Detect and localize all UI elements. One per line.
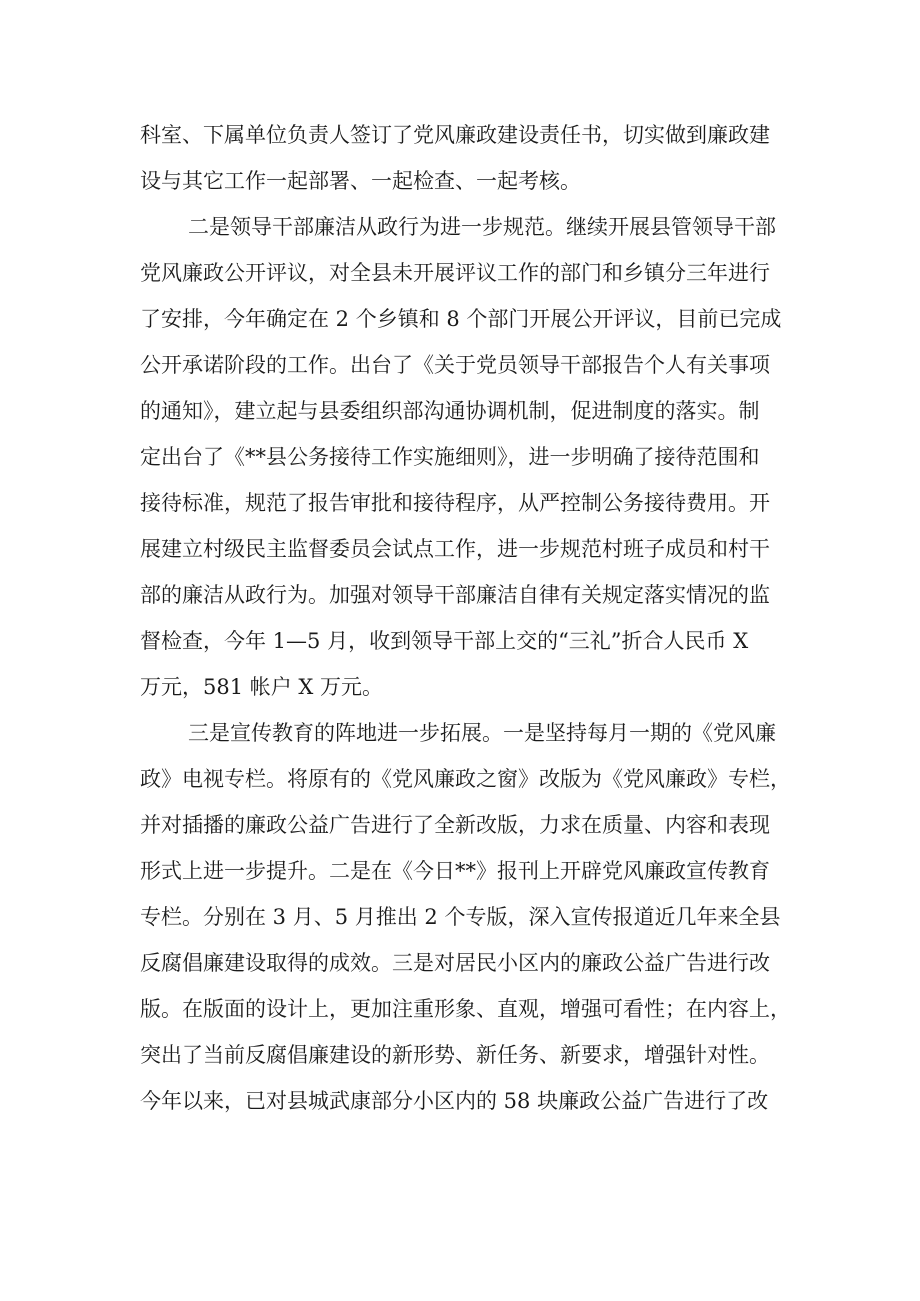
text-line: 专栏。分别在 3 月、5 月推出 2 个专版，深入宣传报道近几年来全县 bbox=[140, 905, 781, 929]
text-line: 突出了当前反腐倡廉建设的新形势、新任务、新要求，增强针对性。 bbox=[140, 1043, 770, 1067]
text-line: 版。在版面的设计上，更加注重形象、直观，增强可看性；在内容上， bbox=[140, 997, 791, 1021]
text-line: 并对插播的廉政公益广告进行了全新改版，力求在质量、内容和表现 bbox=[140, 813, 770, 837]
text-line: 的通知》，建立起与县委组织部沟通协调机制，促进制度的落实。制 bbox=[140, 399, 760, 423]
paragraph-first-line: 三是宣传教育的阵地进一步拓展。一是坚持每月一期的《党风廉 bbox=[188, 721, 776, 745]
text-line: 万元，581 帐户 X 万元。 bbox=[140, 675, 384, 699]
text-line: 政》电视专栏。将原有的《党风廉政之窗》改版为《党风廉政》专栏， bbox=[140, 767, 791, 791]
paragraph-first-line: 二是领导干部廉洁从政行为进一步规范。继续开展县管领导干部 bbox=[188, 215, 776, 239]
text-line: 反腐倡廉建设取得的成效。三是对居民小区内的廉政公益广告进行改 bbox=[140, 951, 770, 975]
text-line: 设与其它工作一起部署、一起检查、一起考核。 bbox=[140, 169, 581, 193]
text-line: 部的廉洁从政行为。加强对领导干部廉洁自律有关规定落实情况的监 bbox=[140, 583, 770, 607]
text-line: 公开承诺阶段的工作。出台了《关于党员领导干部报告个人有关事项 bbox=[140, 353, 770, 377]
text-line: 接待标准，规范了报告审批和接待程序，从严控制公务接待费用。开 bbox=[140, 491, 770, 515]
text-line: 科室、下属单位负责人签订了党风廉政建设责任书，切实做到廉政建 bbox=[140, 123, 770, 147]
text-line: 定出台了《**县公务接待工作实施细则》，进一步明确了接待范围和 bbox=[140, 445, 760, 469]
text-line: 党风廉政公开评议，对全县未开展评议工作的部门和乡镇分三年进行 bbox=[140, 261, 770, 285]
text-line: 展建立村级民主监督委员会试点工作，进一步规范村班子成员和村干 bbox=[140, 537, 770, 561]
text-line: 今年以来，已对县城武康部分小区内的 58 块廉政公益广告进行了改 bbox=[140, 1089, 769, 1113]
text-line: 形式上进一步提升。二是在《今日**》报刊上开辟党风廉政宣传教育 bbox=[140, 859, 770, 883]
text-line: 了安排，今年确定在 2 个乡镇和 8 个部门开展公开评议，目前已完成 bbox=[140, 307, 782, 331]
text-line: 督检查，今年 1—5 月，收到领导干部上交的“三礼”折合人民币 X bbox=[140, 629, 749, 653]
